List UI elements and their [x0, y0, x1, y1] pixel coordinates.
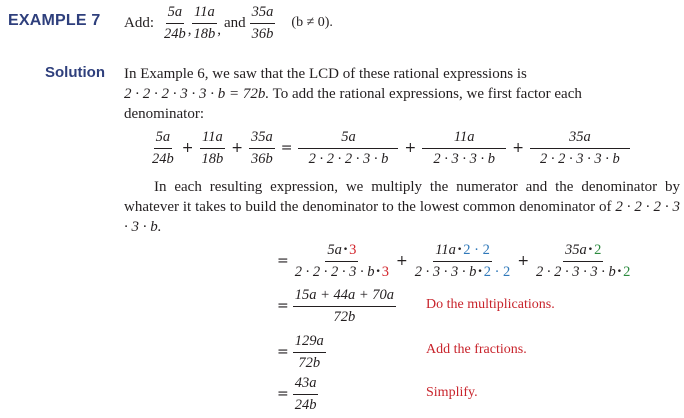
lcd-expression: 2 · 2 · 2 · 3 · 3 · b = 72b. — [124, 86, 270, 102]
example-fraction-3: $\frac{35a}{36b}$ — [251, 4, 274, 42]
step-3-fraction: $\frac{129a}{72b}$ — [294, 333, 324, 371]
step-2-expression: = $\frac{15a + 44a + 70a}{72b}$ — [277, 287, 395, 325]
step-1-expression: = $\frac{5a•3}{2 \cdot 2 \cdot 2 \cdot 3 \cdot b•3}$ + $\frac{11a•2 \cdot 2}{2 \cdot 3 \cdot 3 \cdot b•2 \cdot 2}$ + $\frac{35a•2}{2 \cdot 2 \cdot 3 \cdot 3 \cdot b•2}$ — [277, 242, 631, 280]
example-prompt: Add: $\frac{5a}{24b}$ , $\frac{11a}{18b}$ , and $\frac{35a}{36b}$ (b ≠ 0). — [124, 4, 333, 42]
paragraph-1-line-2: To add the rational expressions, we first factor each — [272, 86, 582, 102]
step-1-fraction-1: $\frac{5a•3}{2 \cdot 2 \cdot 2 \cdot 3 \cdot b•3}$ — [294, 242, 390, 280]
example-fraction-1: $\frac{5a}{24b}$ — [164, 4, 186, 42]
and-word: and — [224, 14, 246, 31]
example-label: EXAMPLE 7 — [8, 12, 101, 29]
factor-left-fraction-1: $\frac{5a}{24b}$ — [152, 129, 174, 167]
step-3-note: Add the fractions. — [426, 342, 527, 357]
factor-right-fraction-1: $\frac{5a}{2 \cdot 2 \cdot 2 \cdot 3 \cdot b}$ — [298, 130, 398, 166]
solution-label: Solution — [45, 64, 105, 81]
step-2-note: Do the multiplications. — [426, 297, 555, 312]
solution-paragraph-2 — [124, 177, 680, 237]
step-4-expression: = $\frac{43a}{24b}$ — [277, 375, 317, 413]
step-3-expression: = $\frac{129a}{72b}$ — [277, 333, 324, 371]
paragraph-2-lcd: 2 · 2 · 2 · 3 · 3 · b. — [124, 199, 680, 235]
step-4-fraction: $\frac{43a}{24b}$ — [294, 375, 317, 413]
paragraph-1-line-1: In Example 6, we saw that the LCD of these rational expressions is — [124, 66, 527, 82]
step-2-fraction: $\frac{15a + 44a + 70a}{72b}$ — [294, 287, 395, 325]
factor-left-fraction-2: $\frac{11a}{18b}$ — [201, 129, 224, 167]
factor-left-fraction-3: $\frac{35a}{36b}$ — [250, 129, 273, 167]
paragraph-1-line-3: denominator: — [124, 106, 204, 122]
paragraph-2-text: In each resulting expression, we multiply the numerator and the denominator by whatever it takes to build the denominator to the lowest common denominator of — [124, 179, 680, 215]
solution-paragraph-1 — [124, 64, 680, 124]
factor-equation: $\frac{5a}{24b}$ + $\frac{11a}{18b}$ + $\frac{35a}{36b}$ = $\frac{5a}{2 \cdot 2 \cdot 2 \cdot 3 \cdot b}$ + $\frac{11a}{2 \cdot 3 \cdot 3 \cdot b}$ + $\frac{35a}{2 \cdot 2 \cdot 3 \cdot 3 \cdot b}$ — [150, 127, 630, 169]
example-fraction-2: $\frac{11a}{18b}$ — [193, 4, 216, 42]
add-word: Add: — [124, 14, 154, 31]
step-1-fraction-3: $\frac{35a•2}{2 \cdot 2 \cdot 3 \cdot 3 \cdot b•2}$ — [536, 242, 631, 280]
factor-right-fraction-2: $\frac{11a}{2 \cdot 3 \cdot 3 \cdot b}$ — [422, 130, 506, 166]
example-condition: (b ≠ 0). — [291, 15, 333, 30]
step-1-fraction-2: $\frac{11a•2 \cdot 2}{2 \cdot 3 \cdot 3 \cdot b•2 \cdot 2}$ — [414, 242, 511, 280]
factor-right-fraction-3: $\frac{35a}{2 \cdot 2 \cdot 3 \cdot 3 \cdot b}$ — [530, 130, 630, 166]
step-4-note: Simplify. — [426, 385, 478, 400]
